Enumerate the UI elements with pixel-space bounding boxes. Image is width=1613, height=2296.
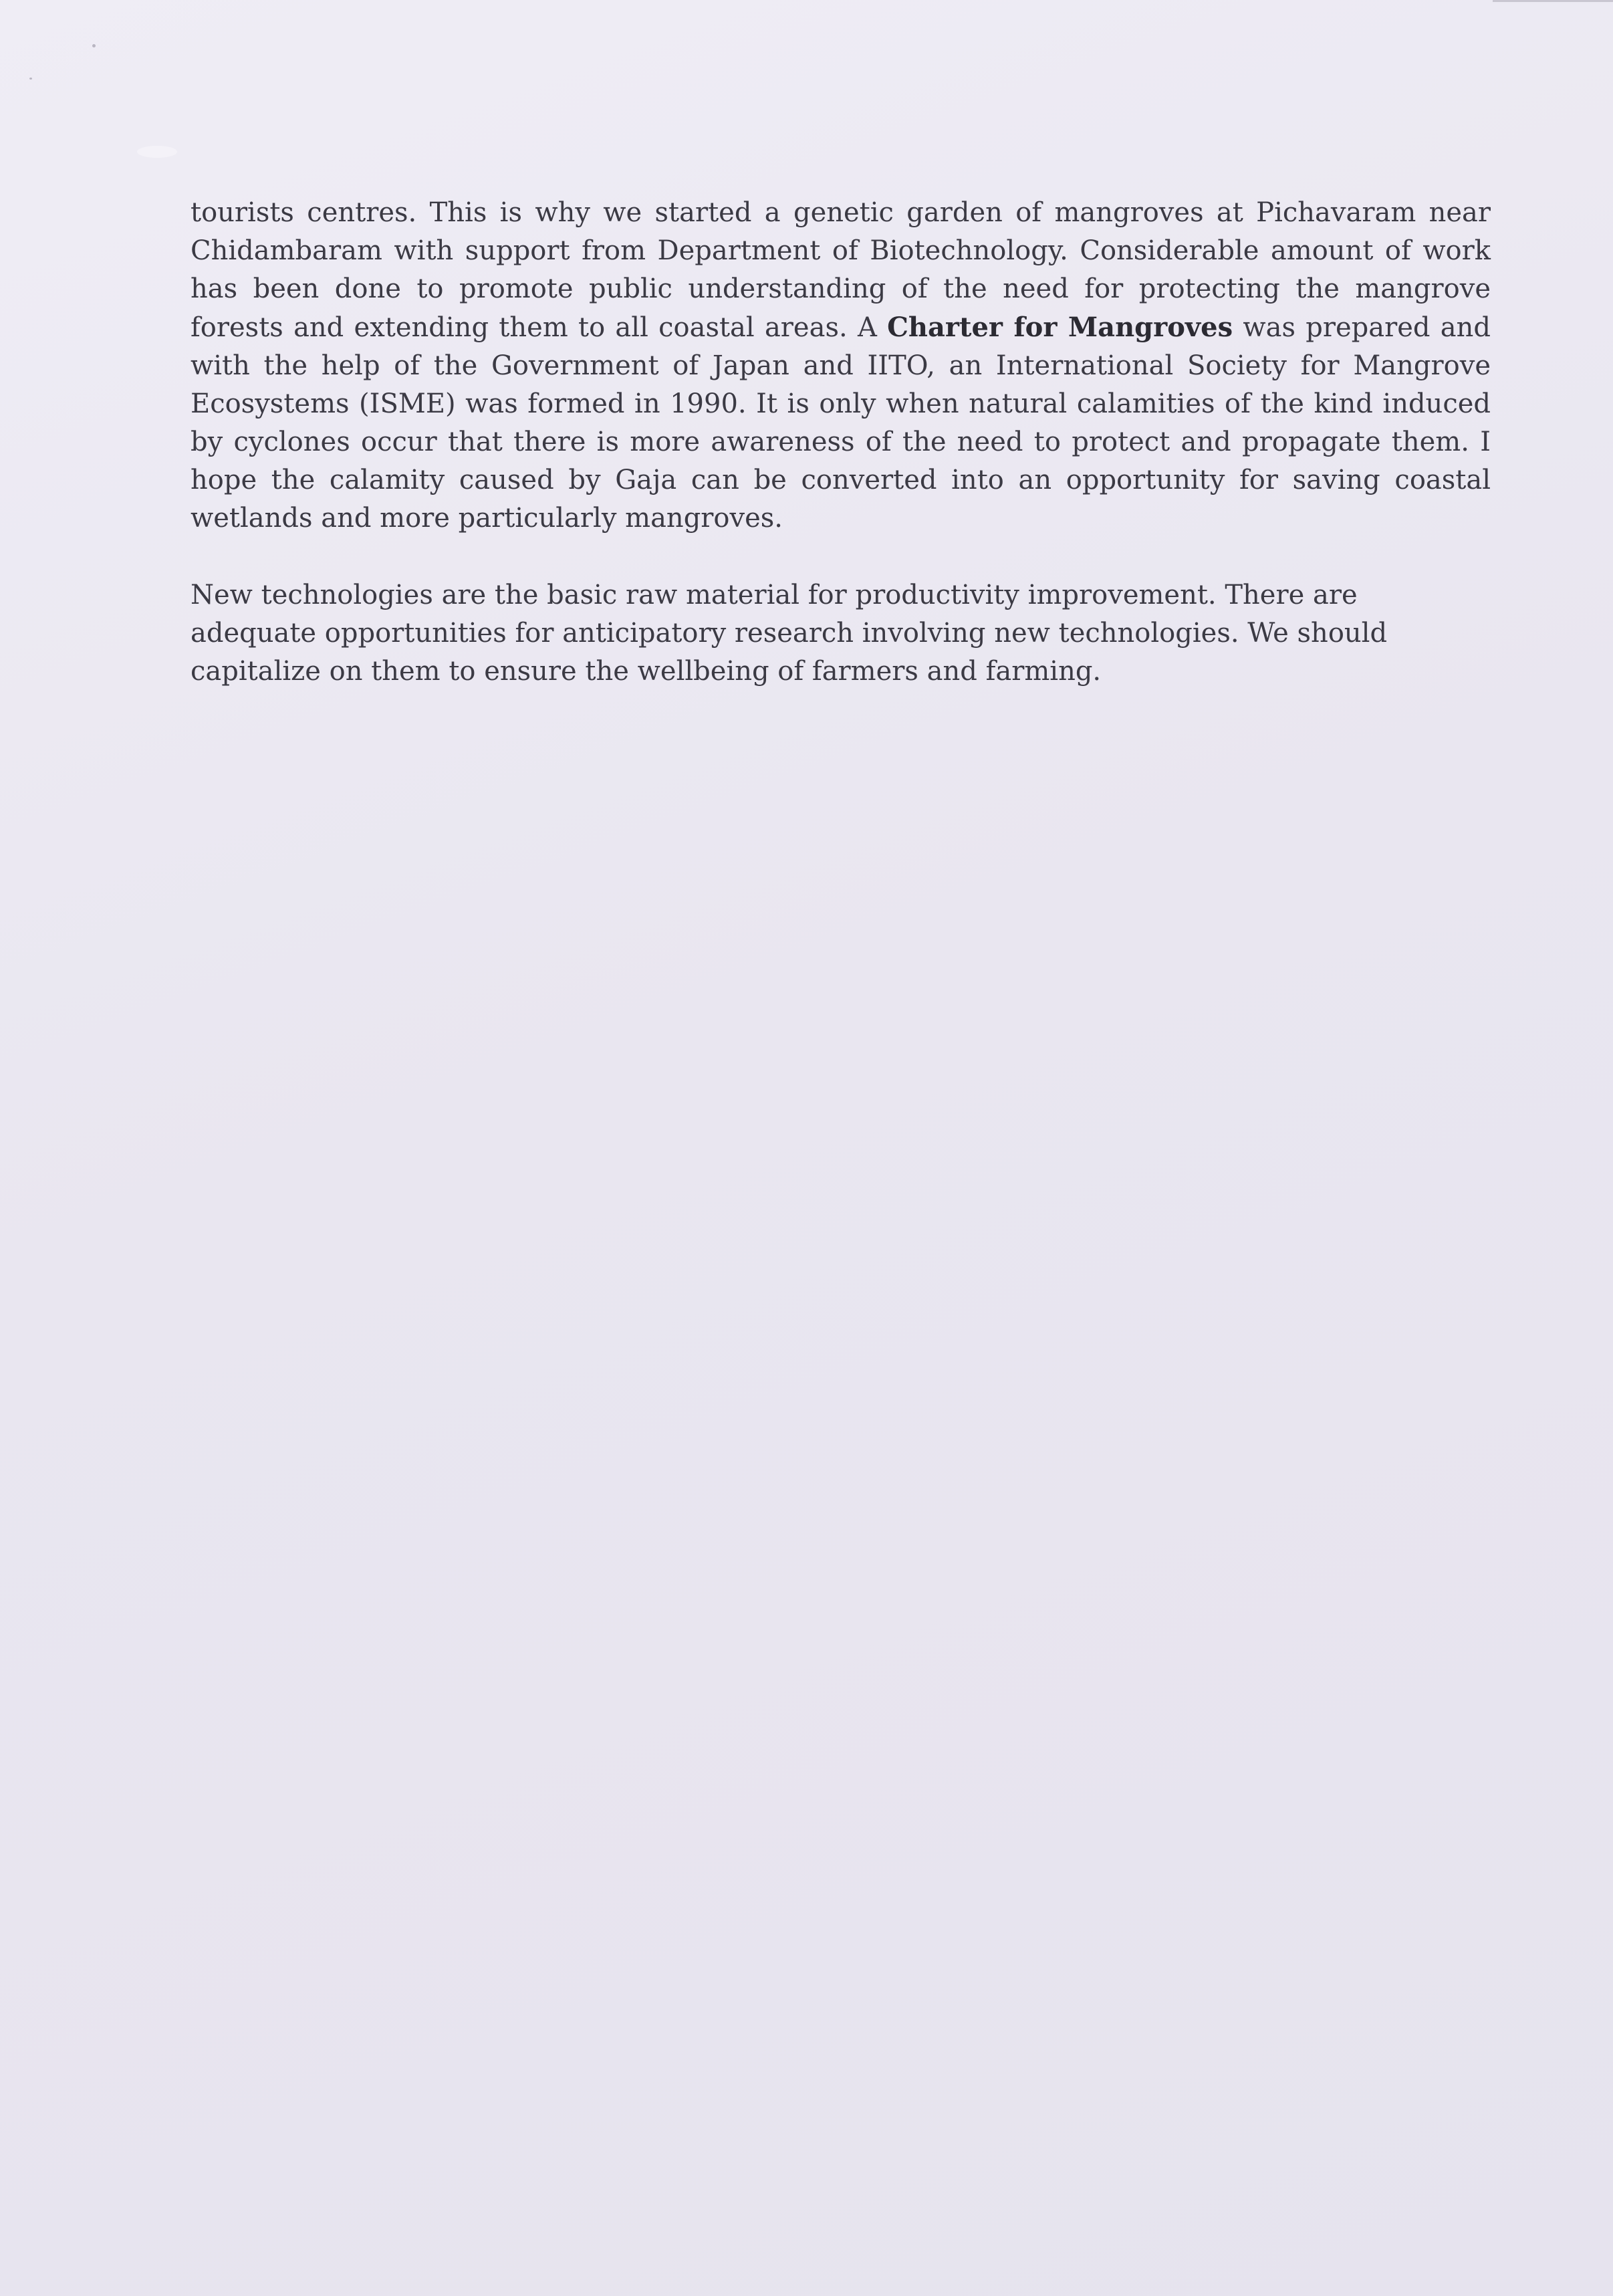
paragraph-text: tourists centres. This is why we started a genetic garden of mangroves at Pichavaram near Chidambaram with support from Department of Biotechnology. Considerable amount of work has been done to promote public understanding of the need for protecting the mangrove forests and extending them to all coastal areas. A bbox=[191, 197, 1491, 343]
paper-mark bbox=[137, 146, 177, 158]
bold-phrase: Charter for Mangroves bbox=[887, 312, 1233, 343]
paragraph-mangroves bbox=[191, 194, 1491, 538]
paragraph-text: was prepared and with the help of the Government of Japan and IITO, an International Society for Mangrove Ecosystems (ISME) was formed in 1990. It is only when natural calamities of the kind induced by cyclones occur that there is more awareness of the need to protect and propagate them. I hope the calamity caused by Gaja can be converted into an opportunity for saving coastal wetlands and more particularly mangroves. bbox=[191, 312, 1491, 534]
paper-speck bbox=[92, 44, 96, 47]
document-body bbox=[191, 194, 1491, 729]
paper-edge bbox=[1493, 0, 1613, 2]
paragraph-technologies: New technologies are the basic raw material for productivity improvement. There are adequate opportunities for anticipatory research involving new technologies. We should capitalize on them to ensure the wellbeing of farmers and farming. bbox=[191, 580, 1388, 687]
paper-speck bbox=[29, 78, 32, 80]
